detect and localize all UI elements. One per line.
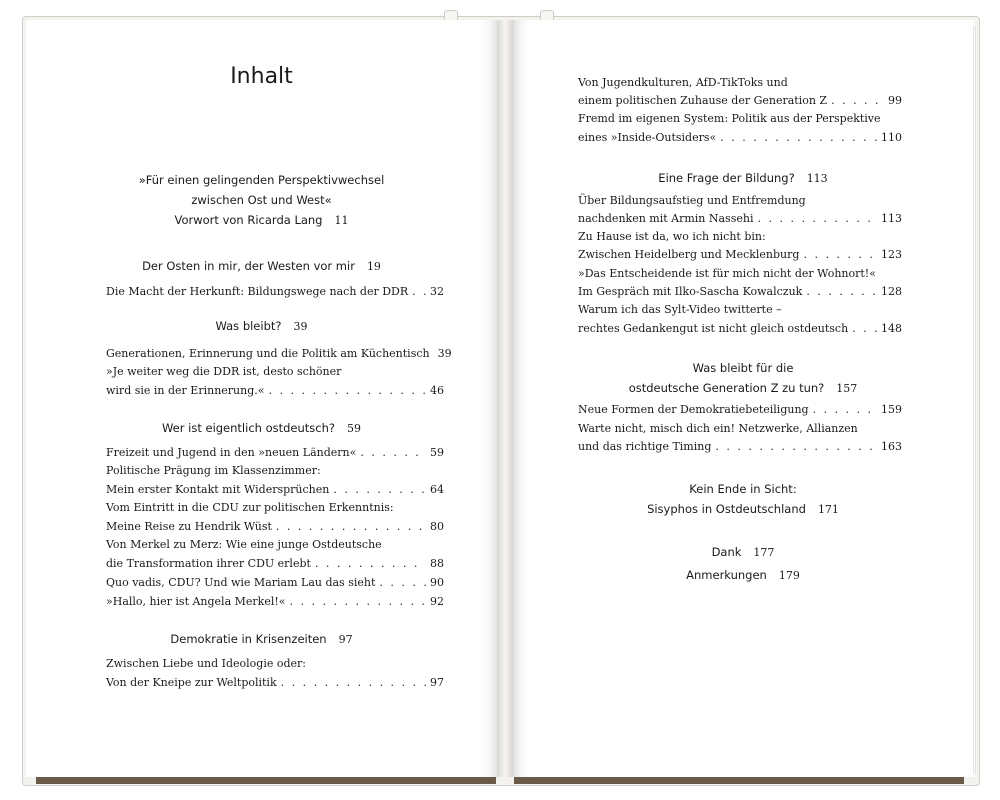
toc-entry-line: Von Jugendkulturen, AfD-TikToks und: [578, 76, 788, 89]
toc-entry: einem politischen Zuhause der Generation Z . . . 99: [578, 92, 902, 110]
section-heading: Eine Frage der Bildung? 113: [658, 171, 828, 185]
section-heading: Demokratie in Krisenzeiten 97: [170, 632, 353, 646]
toc-entry: Im Gespräch mit Ilko-Sascha Kowalczuk . . . 128: [578, 283, 902, 301]
toc-entry: Meine Reise zu Hendrik Wüst . . . 80: [106, 518, 444, 536]
toc-entry-line: Zu Hause ist da, wo ich nicht bin:: [578, 230, 766, 243]
toc-entry: die Transformation ihrer CDU erlebt . . . 88: [106, 555, 444, 573]
section-heading: Was bleibt für die ostdeutsche Generation Z zu tun? 157: [628, 361, 858, 395]
toc-entry: Mein erster Kontakt mit Widersprüchen . . . 64: [106, 481, 444, 499]
toc-entry-line: Über Bildungsaufstieg und Entfremdung: [578, 194, 806, 207]
section-heading: Der Osten in mir, der Westen vor mir 19: [142, 259, 381, 273]
toc-entry: Generationen, Erinnerung und die Politik am Küchentisch 39: [106, 347, 452, 360]
toc-entry-line: »Das Entscheidende ist für mich nicht der Wohnort!«: [578, 267, 876, 280]
toc-entry: wird sie in der Erinnerung.« . . . 46: [106, 382, 444, 400]
page-edges: [973, 26, 979, 774]
section-heading: Wer ist eigentlich ostdeutsch? 59: [161, 421, 362, 435]
toc-entry: Zwischen Heidelberg und Mecklenburg . . . 123: [578, 246, 902, 264]
toc-entry-line: Fremd im eigenen System: Politik aus der Perspektive: [578, 112, 881, 125]
toc-entry: Neue Formen der Demokratiebeteiligung . . . 159: [578, 401, 902, 419]
toc-entry: »Hallo, hier ist Angela Merkel!« . . . 92: [106, 593, 444, 611]
section-heading: Dank 177: [711, 545, 775, 559]
book-gutter: [497, 20, 513, 777]
toc-entry: und das richtige Timing . . . 163: [578, 438, 902, 456]
toc-entry: Von der Kneipe zur Weltpolitik . . . 97: [106, 674, 444, 692]
toc-entry: Freizeit und Jugend in den »neuen Ländern« . . . 59: [106, 444, 444, 462]
toc-entry: Die Macht der Herkunft: Bildungswege nach der DDR . . . 32: [106, 283, 444, 301]
section-heading: Kein Ende in Sicht: Sisyphos in Ostdeutschland 171: [647, 482, 839, 516]
section-heading: Was bleibt? 39: [215, 319, 308, 333]
foreword-heading: »Für einen gelingenden Perspektivwechsel zwischen Ost und West« Vorwort von Ricarda Lang 11: [138, 173, 385, 227]
section-heading: Anmerkungen 179: [686, 568, 800, 582]
toc-entry-line: Warum ich das Sylt-Video twitterte –: [578, 303, 782, 316]
toc-entry-line: Vom Eintritt in die CDU zur politischen Erkenntnis:: [106, 501, 394, 514]
toc-entry: rechtes Gedankengut ist nicht gleich ostdeutsch . . . 148: [578, 320, 902, 338]
toc-entry-line: »Je weiter weg die DDR ist, desto schöner: [106, 365, 342, 378]
toc-entry: eines »Inside-Outsiders« . . . 110: [578, 129, 902, 147]
toc-title: Inhalt: [230, 64, 293, 89]
toc-entry-line: Politische Prägung im Klassenzimmer:: [106, 464, 321, 477]
toc-entry-line: Zwischen Liebe und Ideologie oder:: [106, 657, 307, 670]
toc-entry-line: Warte nicht, misch dich ein! Netzwerke, Allianzen: [578, 422, 858, 435]
toc-entry: Quo vadis, CDU? Und wie Mariam Lau das sieht . . . 90: [106, 574, 444, 592]
toc-entry-line: Von Merkel zu Merz: Wie eine junge Ostdeutsche: [106, 538, 382, 551]
toc-entry: nachdenken mit Armin Nassehi . . . 113: [578, 210, 902, 228]
